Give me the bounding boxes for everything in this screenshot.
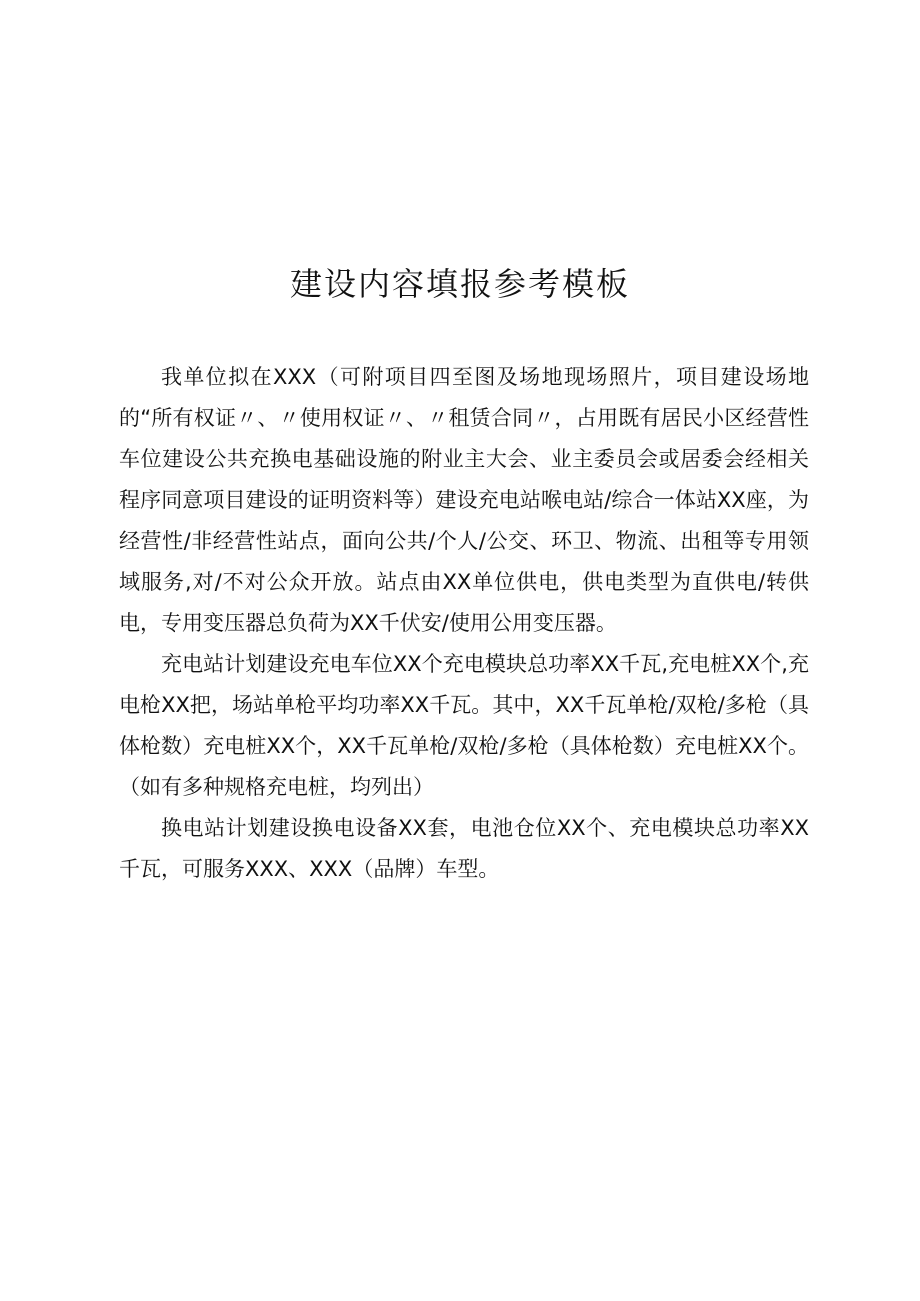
paragraph-site-info: 我单位拟在XXX（可附项目四至图及场地现场照片，项目建设场地的“所有权证〃、〃使用权证〃、〃租赁合同〃，占用既有居民小区经营性车位建设公共充换电基础设施的附业主大会、业主委员会或居委会经相关程序同意项目建设的证明资料等）建设充电站喉电站/综合一体站XX座，为经营性/非经营性站点，面向公共/个人/公交、环卫、物流、出租等专用领域服务,对/不对公众开放。站点由XX单位供电，供电类型为直供电/转供电，专用变压器总负荷为XX千伏安/使用公用变压器。 bbox=[119, 365, 809, 635]
paragraph-battery-swap-station: 换电站计划建设换电设备XX套，电池仓位XX个、充电模块总功率XX千瓦，可服务XXX、XXX（品牌）车型。 bbox=[119, 816, 809, 881]
document-title: 建设内容填报参考模板 bbox=[289, 265, 630, 303]
paragraph-charging-station: 充电站计划建设充电车位XX个充电模块总功率XX千瓦,充电桩XX个,充电枪XX把，场站单枪平均功率XX千瓦。其中，XX千瓦单枪/双枪/多枪（具体枪数）充电桩XX个，XX千瓦单枪/双枪/多枪（具体枪数）充电桩XX个。（如有多种规格充电桩，均列出） bbox=[119, 652, 809, 799]
document-body bbox=[119, 357, 809, 890]
